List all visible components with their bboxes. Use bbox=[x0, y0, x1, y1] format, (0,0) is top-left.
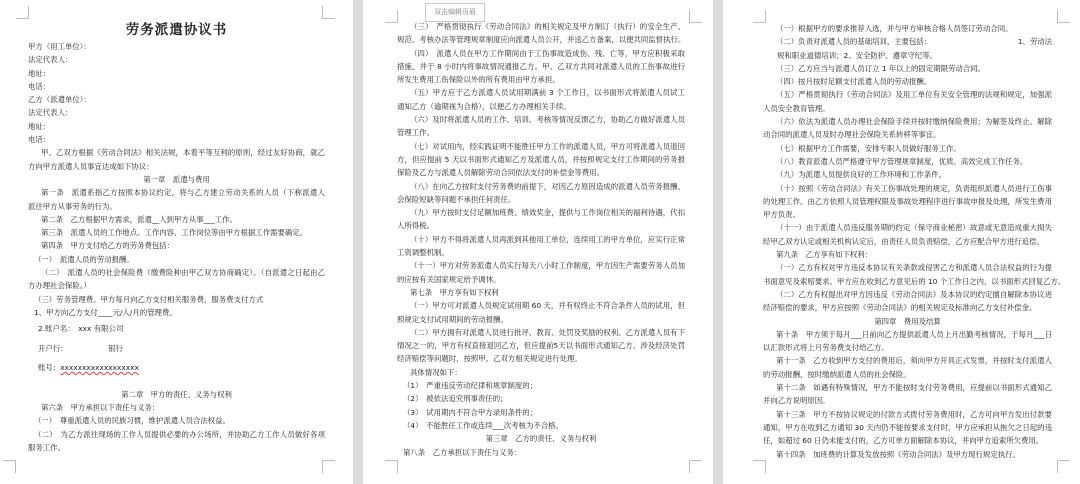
text-line bbox=[28, 441, 325, 454]
text-line bbox=[397, 20, 685, 33]
line-text: （2） 被依法追究刑事责任的； bbox=[403, 394, 508, 404]
text-line bbox=[763, 341, 1052, 354]
line-text: 地址： bbox=[28, 68, 51, 78]
line-text: 经甲乙双方认定或相关机构认定后，由责任人员负责赔偿，乙方应配合甲方进行追偿。 bbox=[763, 236, 1044, 246]
account-line bbox=[28, 319, 325, 339]
line-text: （1） 严重违反劳动纪律和规章制度的； bbox=[403, 381, 538, 391]
line-text: 人所得税。 bbox=[397, 221, 434, 231]
line-text: 第十一条 乙方收到甲方支付的费用后，须向甲方开具正式发票，并按时支付派遣人 bbox=[776, 356, 1052, 366]
line-text-right: 1、劳动法 bbox=[1017, 37, 1052, 47]
line-text: （十）甲方不得将派遣人员再派到其他用工单位，连续用工的甲方单位，应实行正常 bbox=[410, 234, 685, 244]
text-line bbox=[763, 408, 1052, 421]
line-text: 账号： bbox=[38, 363, 61, 373]
text-line bbox=[397, 299, 685, 312]
text-line bbox=[763, 182, 1052, 195]
line-text: （九）为派遣人员提供良好的工作环境和工作条件。 bbox=[776, 170, 946, 180]
line-text: （3） 试用期内不符合甲方录用条件的； bbox=[403, 407, 538, 417]
blank-line bbox=[28, 378, 325, 388]
line-text: 第一章 派遣与费用 bbox=[143, 174, 210, 184]
text-line bbox=[397, 126, 685, 139]
line-text: （五）甲方应于乙方派遣人员试用期满前 3 个工作日，以书面形式将派遣人员试工 bbox=[410, 88, 685, 98]
line-text: （四） 派遣人员在甲方工作期间由于工伤事故造成伤、残、亡等，甲方应积极采取 bbox=[410, 48, 685, 58]
chapter-heading bbox=[763, 315, 1052, 328]
page-corner-mark bbox=[689, 10, 702, 23]
text-line bbox=[763, 394, 1052, 407]
text-line bbox=[397, 86, 685, 99]
line-text: 地址： bbox=[28, 121, 51, 131]
line-text: 的应按有关国家规定给予调休。 bbox=[397, 274, 501, 284]
line-text: 通知乙方（逾期视为合格），以便乙方办理相关手续。 bbox=[397, 101, 571, 111]
text-line bbox=[763, 368, 1052, 381]
line-text: （二）负责对派遣人员的基础培训，主要包括： bbox=[776, 37, 932, 47]
text-line bbox=[397, 219, 685, 232]
text-line bbox=[763, 261, 1052, 274]
edit-header-hint[interactable]: 双击编辑页眉 bbox=[425, 3, 485, 22]
line-text: 人员安全教育管理。 bbox=[763, 103, 830, 113]
line-text: 2.账户名： xxx 有限公司 bbox=[38, 324, 124, 334]
text-line bbox=[28, 253, 325, 266]
chapter-heading bbox=[28, 173, 325, 186]
line-text: （七）根据甲方工作需要，安排专职人员做好服务工作。 bbox=[776, 143, 961, 153]
page-corner-mark bbox=[3, 460, 16, 473]
text-line bbox=[397, 273, 685, 286]
text-line bbox=[763, 448, 1052, 461]
line-text: （二）甲方拥有对派遣人员进行批评、教育、处罚及奖励的权利。乙方派遣人员有下 bbox=[410, 327, 685, 337]
text-line bbox=[397, 73, 685, 86]
document-page-2[interactable] bbox=[363, 0, 713, 484]
text-line bbox=[763, 248, 1052, 261]
line-text: 服务工作。 bbox=[28, 442, 65, 452]
text-line bbox=[397, 259, 685, 272]
line-text: （八）教育派遣人员严格遵守甲方管理规章制度，优质、高效完成工作任务。 bbox=[776, 156, 1028, 166]
text-line bbox=[763, 354, 1052, 367]
text-line bbox=[763, 208, 1052, 221]
text-line bbox=[763, 88, 1052, 101]
text-line bbox=[397, 392, 685, 405]
line-text: （一）乙方有权对甲方违反本协议有关条款或侵害乙方和派遣人员合法权益的行为提 bbox=[776, 263, 1052, 273]
text-line bbox=[28, 293, 325, 306]
line-text: （十）按照《劳动合同法》有关工伤事故处理的规定，负责组织派遣人员进行工伤事 bbox=[776, 183, 1052, 193]
text-line bbox=[763, 168, 1052, 181]
text-line bbox=[763, 62, 1052, 75]
text-line bbox=[28, 200, 325, 213]
text-line bbox=[763, 195, 1052, 208]
text-line bbox=[28, 226, 325, 239]
page-corner-mark bbox=[385, 460, 398, 473]
line-text: 措施，并于 8 小时内将事故情况通报乙方。甲、乙双方共同对派遣人员的工伤事故进行 bbox=[397, 61, 685, 71]
chapter-heading bbox=[28, 388, 325, 401]
line-text: 第八条 乙方承担以下责任与义务： bbox=[403, 447, 522, 457]
text-line bbox=[763, 115, 1052, 128]
line-text: 保险及乙方与派遣人员解除劳动合同依法支付的补偿金等费用。 bbox=[397, 168, 604, 178]
text-line bbox=[28, 306, 325, 319]
line-text: 第四条 甲方支付给乙方的劳务费包括： bbox=[41, 241, 175, 251]
line-text: 法定代表人： bbox=[28, 55, 73, 65]
text-line bbox=[28, 279, 325, 292]
text-line bbox=[397, 153, 685, 166]
line-text: （三）劳务管理费。甲方每月向乙方支付相关服务费，服务费支付方式 bbox=[34, 294, 264, 304]
line-text: 甲方负责。 bbox=[763, 210, 800, 220]
text-line bbox=[28, 213, 325, 226]
line-text: 第六条 甲方承担以下责任与义务： bbox=[41, 403, 160, 413]
page-body[interactable] bbox=[397, 20, 685, 459]
account-line bbox=[28, 339, 325, 359]
line-text: （九）甲方按时支付足额加班费、绩效奖金，提供与工作岗位相关的福利待遇，代扣 bbox=[410, 208, 685, 218]
text-line bbox=[397, 379, 685, 392]
text-line bbox=[28, 93, 325, 106]
line-text: 照规定支付试用期间的劳动报酬。 bbox=[397, 314, 508, 324]
line-text: 电话： bbox=[28, 81, 51, 91]
line-text: （4） 不能胜任工作或连续___次考核为不合格。 bbox=[403, 420, 563, 430]
line-text: 第一条 派遣系指乙方按照本协议约定，将与乙方建立劳动关系的人员（下称派遣人 bbox=[41, 188, 325, 198]
line-text: （六）依法为派遣人员办理社会保险手续并按时缴纳保险费用；为解签及终止、解除 bbox=[776, 117, 1052, 127]
line-text: 所发生费用工伤保险以外的所有费用由甲方承担。 bbox=[397, 75, 560, 85]
line-text: 第三章 乙方的责任、义务与权利 bbox=[485, 434, 597, 444]
page-corner-mark bbox=[322, 6, 335, 19]
text-line bbox=[397, 233, 685, 246]
line-text: 情况之一的，甲方有权直接退回乙方，但应提前5天以书面形式通知乙方。涉及经济处罚 bbox=[397, 341, 685, 351]
line-text: （七）对试用内，经实践证明不能胜任甲方工作的派遣人员，甲方可将派遣人员退回 bbox=[410, 141, 685, 151]
text-line bbox=[28, 239, 325, 252]
text-line bbox=[397, 326, 685, 339]
line-text: 派往甲方从事劳务的行为。 bbox=[28, 201, 117, 211]
text-line bbox=[763, 35, 1052, 48]
text-line bbox=[763, 421, 1052, 434]
line-text: 电话： bbox=[28, 135, 51, 145]
page-corner-mark bbox=[753, 460, 766, 473]
text-line bbox=[763, 142, 1052, 155]
line-text: （三）乙方应当与派遣人员订立 1 年以上的固定期限劳动合同。 bbox=[776, 63, 985, 73]
text-line bbox=[397, 100, 685, 113]
text-line bbox=[397, 140, 685, 153]
text-line bbox=[763, 328, 1052, 341]
text-line bbox=[763, 275, 1066, 288]
page-body[interactable] bbox=[763, 22, 1066, 461]
text-line bbox=[28, 146, 325, 159]
line-text: 工资调整机制。 bbox=[397, 248, 449, 258]
line-text: （一）根据甲方的要求推荐人选，并与甲方审核合格人员签订劳动合同。 bbox=[776, 24, 1013, 33]
line-text: 第二章 甲方的责任、义务与权利 bbox=[121, 389, 232, 399]
page-corner-mark bbox=[1057, 460, 1070, 473]
line-text: 第十四条 加班费的计算及发放按照《劳动合同法》及甲方现行规定执行。 bbox=[776, 449, 1020, 459]
text-line bbox=[397, 246, 685, 259]
text-line bbox=[763, 434, 1052, 447]
line-text: 通知，甲方在收到乙方通知 30 天内仍不能按要求支付时，甲方应承担从拖欠之日起的违 bbox=[763, 422, 1052, 432]
line-text: 甲、乙双方根据《劳动合同法》相关法规，本着平等互利的原则，经过友好协商，就乙 bbox=[41, 148, 325, 158]
line-text: （二） 为乙方派往现场的工作人员提供必要的办公场所，并协助乙方工作人员做好各项 bbox=[34, 429, 325, 439]
line-text: 甲方（用工单位）： bbox=[28, 42, 91, 51]
line-text: 第十三条 甲方不按协议规定的付款方式拨付劳务费用时，乙方可向甲方发出付款要 bbox=[776, 409, 1052, 419]
line-text: （一） 尊重派遣人员的民族习惯，维护派遣人员合法权益。 bbox=[34, 416, 230, 426]
text-line bbox=[397, 366, 685, 379]
text-line bbox=[763, 381, 1052, 394]
text-line bbox=[763, 155, 1052, 168]
text-line bbox=[763, 288, 1052, 301]
document-title bbox=[28, 20, 325, 40]
text-line bbox=[397, 47, 685, 60]
text-line bbox=[763, 221, 1052, 234]
text-line bbox=[28, 40, 325, 53]
line-text: （十一）由于派遣人员违反服务期的约定（保守商业秘密）故意或无意造成重大损失 bbox=[776, 223, 1052, 233]
line-text: 方办理社会保险。） bbox=[28, 281, 91, 291]
text-line bbox=[397, 33, 685, 46]
text-line bbox=[28, 133, 325, 146]
line-text: 书面意见及索赔要求。甲方应在收到乙方意见后的 10 个工作日之内，以书面形式回复乙方。 bbox=[763, 276, 1066, 286]
line-text: （五）严格贯彻执行《劳动合同法》及用工单位有关安全管理的法规和规定，加强派 bbox=[776, 90, 1052, 100]
text-line bbox=[28, 160, 325, 173]
line-text: 以汇款形式将上月劳务费支付给乙方。 bbox=[763, 343, 889, 353]
line-text: 法定代表人： bbox=[28, 108, 73, 118]
text-line bbox=[397, 193, 685, 206]
line-text: （二）乙方有权提出对甲方因违反《劳动合同法》及本协议的约定擅自解除本协议进 bbox=[776, 289, 1052, 299]
text-line bbox=[397, 166, 685, 179]
document-page-1[interactable] bbox=[0, 0, 353, 484]
page-corner-mark bbox=[322, 460, 335, 473]
line-text: 会保险短缺等问题不承担任何责任。 bbox=[397, 194, 516, 204]
text-line bbox=[28, 106, 325, 119]
line-text: 第四章 费用及结算 bbox=[874, 316, 941, 326]
line-text: 的劳动报酬，按时缴纳派遣人员的社会保险。 bbox=[763, 369, 911, 379]
text-line bbox=[763, 49, 1052, 62]
line-text: 的处理工作。由乙方依照人员管理权限及事故处理程序进行事故申报及处理，所发生费用 bbox=[763, 196, 1052, 206]
line-text: 第二条 乙方根据甲方需求，派遣__人到甲方从事___工作。 bbox=[41, 214, 237, 224]
line-text: 经济赔偿的要求，甲方应按照《劳动合同法》的相关规定及标准向乙方支付补偿金。 bbox=[763, 303, 1037, 313]
text-line bbox=[397, 352, 685, 365]
text-line bbox=[397, 419, 685, 432]
line-text: （二） 派遣人员的社会保险费（缴费险种由甲乙双方协商确定）。（自派遣之日起由乙 bbox=[41, 268, 325, 278]
line-text: 方，但应提前 5 天以书面形式通知乙方及派遣人员，并按照规定支付工作期间的劳务报 bbox=[397, 154, 685, 164]
text-line bbox=[397, 180, 685, 193]
line-text: （一）甲方可对派遣人员规定试用期 60 天，并有权终止不符合条件人员的试用，但 bbox=[410, 301, 685, 311]
line-text: 并向乙方说明原因。 bbox=[763, 396, 830, 406]
line-text: 动合同的派遣人员及时办理社会保险关系转移等事宜。 bbox=[763, 130, 941, 140]
page-corner-mark bbox=[1057, 10, 1070, 23]
text-line bbox=[397, 446, 685, 459]
line-text: 第七条 甲方享有如下权利 bbox=[410, 287, 499, 297]
text-line bbox=[28, 414, 325, 427]
line-text: 劳务派遣协议书 bbox=[125, 22, 228, 38]
text-line bbox=[397, 60, 685, 73]
text-line bbox=[28, 401, 325, 414]
line-text: 第三条 派遣人员的工作地点、工作内容、工作岗位等由甲方根据工作需要确定。 bbox=[41, 228, 308, 238]
text-line bbox=[397, 339, 685, 352]
text-line bbox=[28, 266, 325, 279]
line-text: （四）按月按时足额支付派遣人员的劳动报酬。 bbox=[776, 77, 932, 87]
line-text: 任，如超过 60 日仍未能支付的，乙方可单方面解除本协议，并向甲方追索所欠费用。 bbox=[763, 436, 1044, 446]
line-text: （三） 严格贯彻执行《劳动合同法》的相关规定及甲方制订（执行）的安全生产、 bbox=[410, 22, 685, 31]
text-line bbox=[397, 206, 685, 219]
line-text: 规范、考核办法等管理规章制度应向派遣人员公开，并送乙方备案，以便共同监督执行。 bbox=[397, 35, 686, 45]
text-line bbox=[28, 428, 325, 441]
chapter-heading bbox=[397, 432, 685, 445]
text-line bbox=[397, 113, 685, 126]
line-text: 第九条 乙方享有如下权利： bbox=[776, 250, 873, 260]
text-line bbox=[763, 128, 1052, 141]
text-line bbox=[763, 75, 1052, 88]
text-line bbox=[28, 53, 325, 66]
line-text: 方向甲方派遣人员事宜达成如下协议： bbox=[28, 161, 154, 171]
text-line bbox=[28, 80, 325, 93]
line-text: 1、甲方向乙方支付____元/人/月的管理费。 bbox=[34, 307, 177, 317]
account-number: xxxxxxxxxxxxxxxxxx bbox=[60, 363, 139, 373]
line-text: 乙方（派遣单位）： bbox=[28, 95, 91, 105]
line-text: 第十二条 如遇有特殊情况，甲方不能按时支付劳务费用，应提前以书面形式通知乙 bbox=[776, 383, 1052, 393]
text-line bbox=[763, 102, 1052, 115]
line-text: 第十条 甲方须于每月___日前向乙方提供派遣人员上月出勤考核情况，于每月___日 bbox=[776, 329, 1052, 339]
text-line bbox=[397, 313, 685, 326]
text-line bbox=[397, 406, 685, 419]
line-text: 规和职业道德培训；2、安全防护、遵章守纪等。 bbox=[777, 50, 937, 60]
line-text: 开户行： 银行 bbox=[38, 343, 123, 353]
text-line bbox=[28, 186, 325, 199]
text-line bbox=[763, 235, 1052, 248]
text-line bbox=[763, 301, 1052, 314]
line-text: 具体情况如下： bbox=[410, 367, 462, 377]
text-line bbox=[397, 286, 685, 299]
line-text: （八）在向乙方按时支付劳务费的前提下，对因乙方原因造成的派遣人员劳务报酬、 bbox=[410, 181, 685, 191]
line-text: （十一）甲方对劳务派遣人员实行每天八小时工作制度，甲方因生产需要劳务人员加 bbox=[410, 261, 685, 271]
page-corner-mark bbox=[16, 6, 29, 19]
line-text: （六）及时将派遣人员的工作、培训、考核等情况反馈乙方，协助乙方做好派遣人员 bbox=[410, 115, 685, 125]
document-page-3[interactable] bbox=[723, 0, 1080, 484]
line-text: （一） 派遣人员的劳动报酬。 bbox=[34, 254, 134, 264]
text-line bbox=[28, 120, 325, 133]
page-body[interactable] bbox=[28, 20, 325, 454]
page-corner-mark bbox=[689, 460, 702, 473]
line-text: 管理工作。 bbox=[397, 128, 434, 138]
text-line bbox=[763, 22, 1052, 35]
account-number-line bbox=[28, 358, 325, 378]
text-line bbox=[28, 67, 325, 80]
line-text: 经济赔偿等问题时，按照甲、乙双方相关规定进行处理。 bbox=[397, 354, 582, 364]
